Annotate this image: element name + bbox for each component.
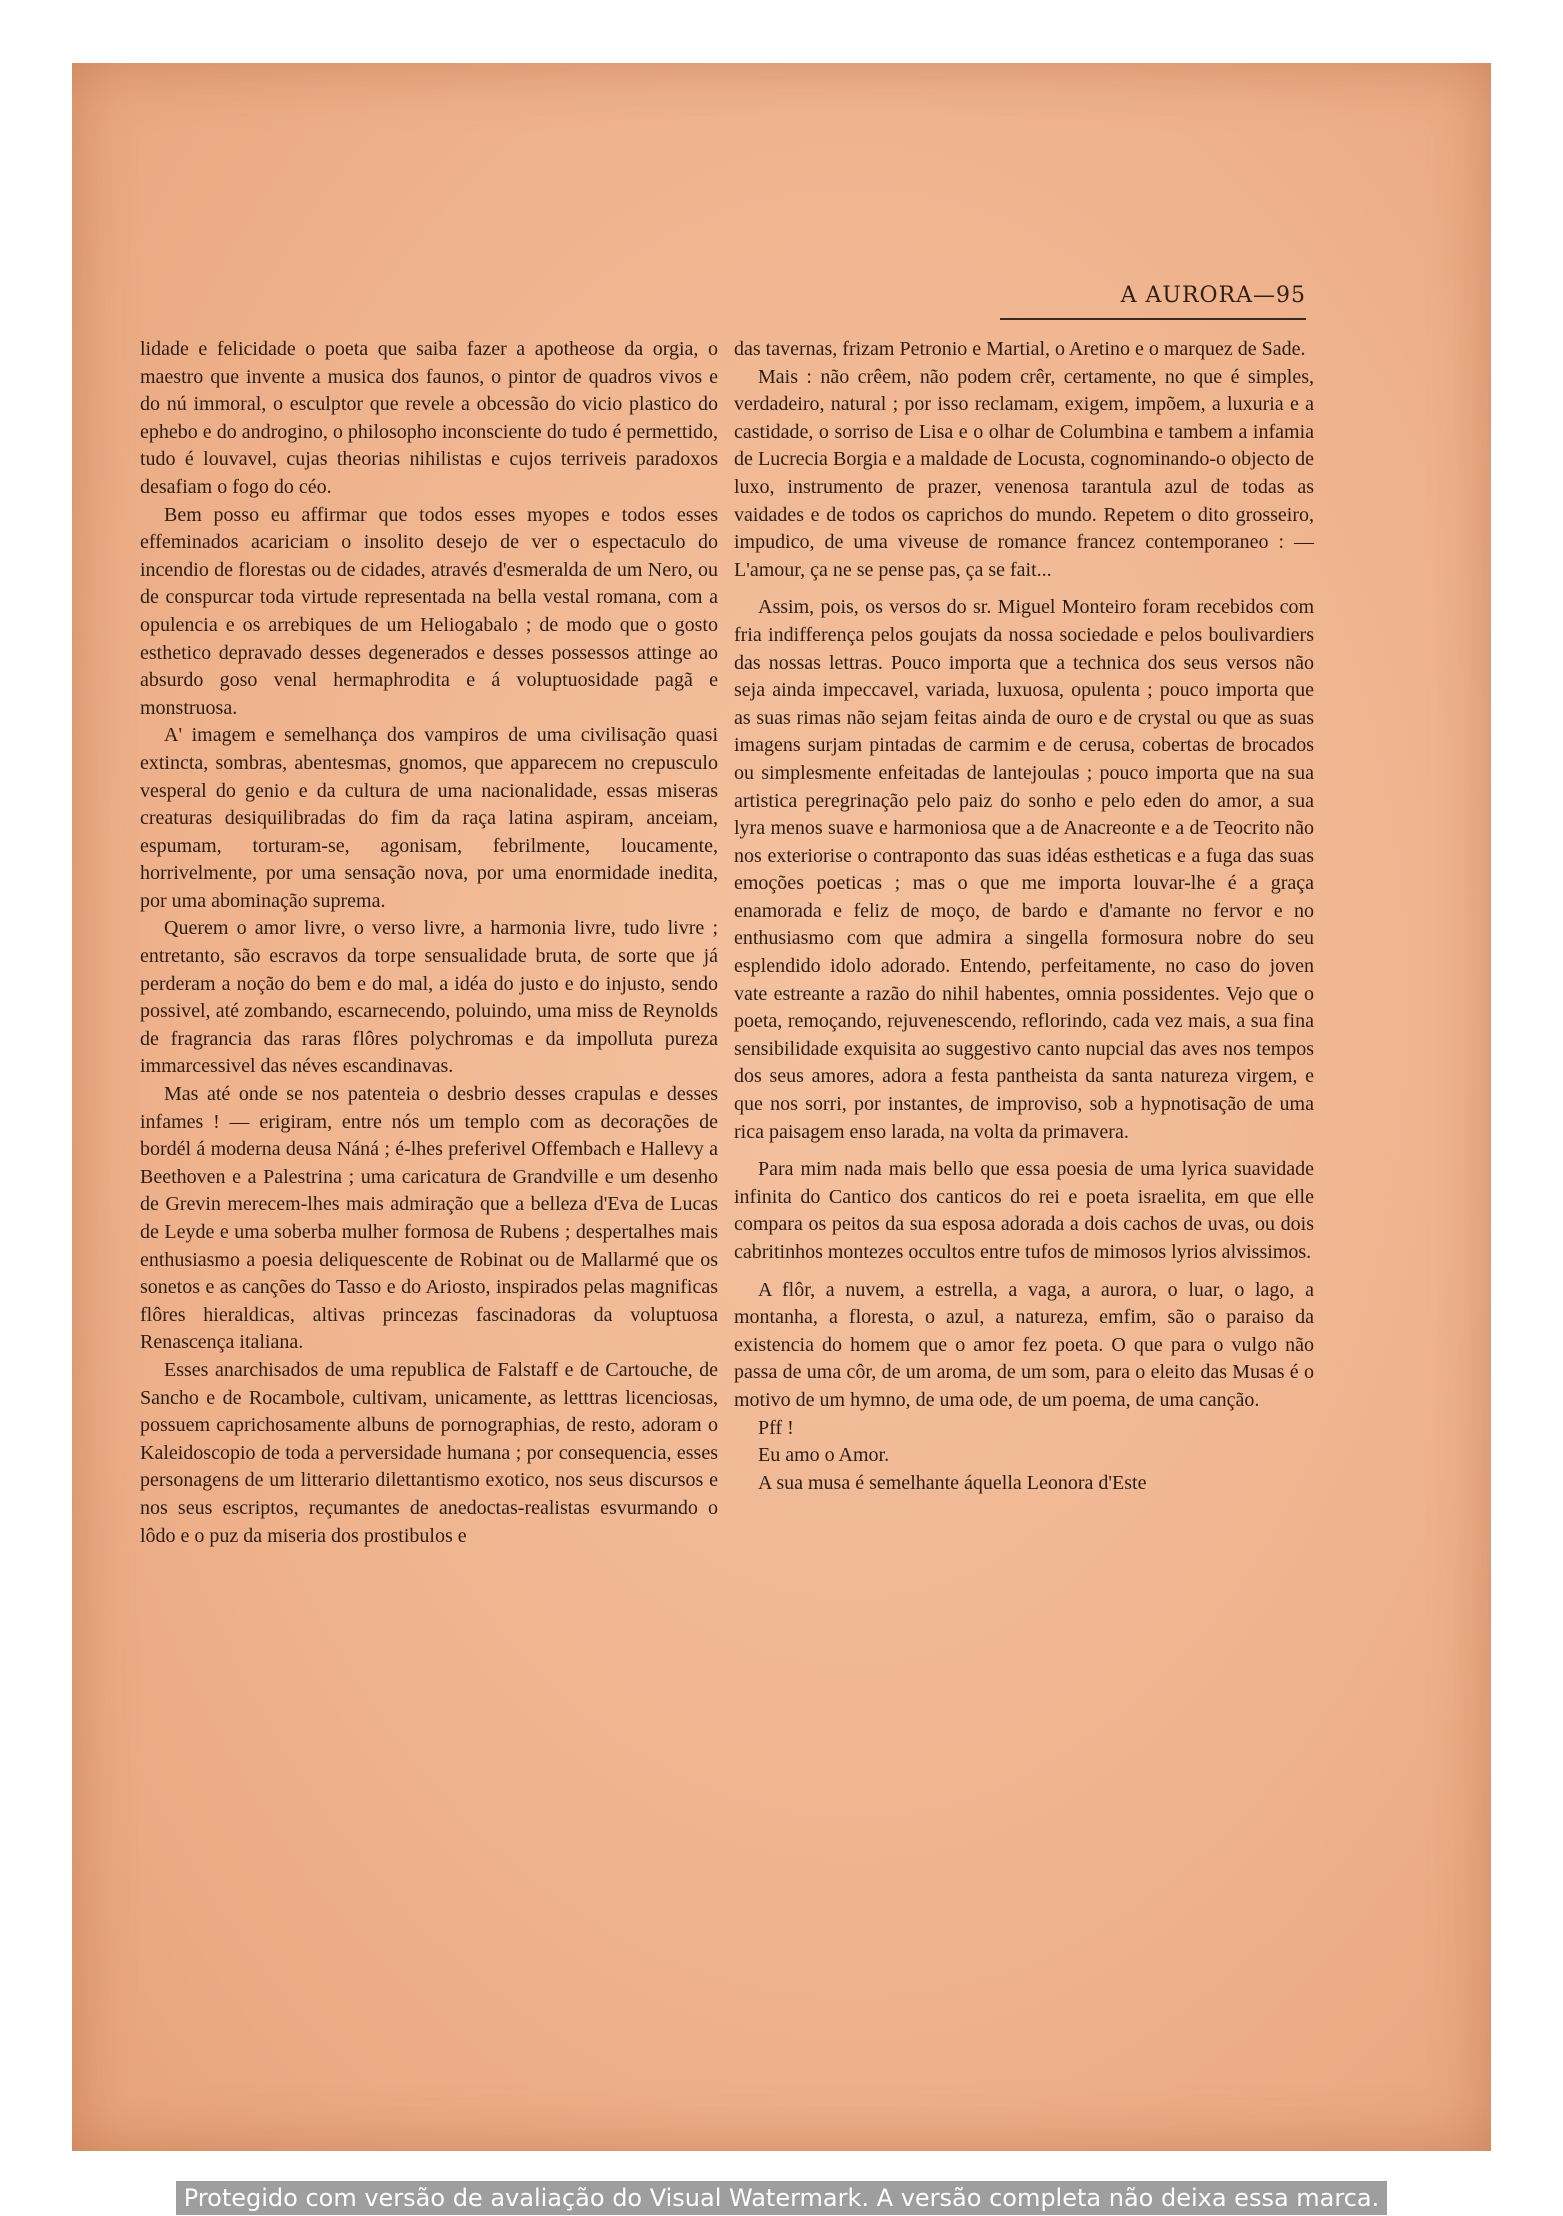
watermark-banner: [0, 2180, 1563, 2216]
paragraph: A' imagem e semelhança dos vampiros de uma civilisação quasi extincta, sombras, abentesmas, gnomos, que apparecem no crepusculo vesperal do genio e da cultura de uma nacionalidade, essas miseras creaturas desiquilibradas do fim da raça latina aspiram, anceiam, espumam, torturam-se, agonisam, febrilmente, loucamente, horrivelmente, por uma sensação nova, por uma enormidade inedita, por uma abominação suprema.: [140, 724, 718, 912]
paragraph: Mais : não crêem, não podem crêr, certamente, no que é simples, verdadeiro, natural ; por isso reclamam, exigem, impõem, a luxuria e a castidade, o sorriso de Lisa e o olhar de Columbina e tambem a infamia de Lucrecia Borgia e a maldade de Locusta, cognominando-o objecto de luxo, instrumento de prazer, venenosa tarantula azul de todas as vaidades e de todos os caprichos do mundo. Repetem o dito grosseiro, impudico, de uma viveuse de romance francez contemporaneo : — L'amour, ça ne se pense pas, ça se fait...: [734, 365, 1314, 581]
header-rule: [1000, 318, 1306, 320]
paragraph: A sua musa é semelhante áquella Leonora d'Este: [758, 1471, 1147, 1494]
right-column: [734, 336, 1314, 1497]
paragraph: Pff !: [758, 1416, 794, 1439]
paragraph: Para mim nada mais bello que essa poesia de uma lyrica suavidade infinita do Cantico dos canticos do rei e poeta israelita, em que elle compara os peitos da sua esposa adorada a dois cachos de uvas, ou dois cabritinhos montezes occultos entre tufos de mimosos lyrios alvissimos.: [734, 1158, 1314, 1263]
watermark-text: Protegido com versão de avaliação do Visual Watermark. A versão completa não deixa essa marca.: [176, 2181, 1388, 2215]
page-header: A AURORA—95: [1120, 283, 1306, 308]
paragraph: Esses anarchisados de uma republica de Falstaff e de Cartouche, de Sancho e de Rocambole, cultivam, unicamente, as letttras licenciosas, possuem caprichosamente albuns de pornographias, de resto, adoram o Kaleidoscopio de toda a perversidade humana ; por consequencia, esses personagens de um litterario dilettantismo exotico, nos seus discursos e nos seus escriptos, reçumantes de anedoctas-realistas esvurmando o lôdo e o puz da miseria dos prostibulos e: [140, 1358, 718, 1547]
left-column: [140, 336, 718, 1550]
paragraph: Mas até onde se nos patenteia o desbrio desses crapulas e desses infames ! — erigiram, entre nós um templo com as decorações de bordél á moderna deusa Náná ; é-lhes preferivel Offembach e Hallevy a Beethoven e a Palestrina ; uma caricatura de Grandville e um desenho de Grevin merecem-lhes mais admiração que a belleza d'Eva de Lucas de Leyde e uma soberba mulher formosa de Rubens ; despertalhes mais enthusiasmo a poesia deliquescente de Robinat ou de Mallarmé que os sonetos e as canções do Tasso e do Ariosto, inspirados pelas magnificas flôres hieraldicas, altivas princezas fascinadoras da voluptuosa Renascença italiana.: [140, 1083, 718, 1354]
paragraph: lidade e felicidade o poeta que saiba fazer a apotheose da orgia, o maestro que invente a musica dos faunos, o pintor de quadros vivos e do nú immoral, o esculptor que revele a obcessão do vicio plastico do ephebo e do androgino, o philosopho inconsciente do tudo é permettido, tudo é louvavel, cujas theorias nihilistas e cujos terriveis paradoxos desafiam o fogo do céo.: [140, 338, 718, 498]
paragraph: Bem posso eu affirmar que todos esses myopes e todos esses effeminados acariciam o insolito desejo de ver o espectaculo do incendio de florestas ou de cidades, através d'esmeralda de um Nero, ou de conspurcar toda virtude representada na bella vestal romana, com a opulencia e os arrebiques de um Heliogabalo ; de modo que o gosto esthetico depravado desses degenerados e desses possessos attinge ao absurdo goso venal hermaphrodita e á voluptuosidade pagã e monstruosa.: [140, 503, 718, 719]
paragraph: A flôr, a nuvem, a estrella, a vaga, a aurora, o luar, o lago, a montanha, a floresta, o azul, a natureza, emfim, são o paraiso da existencia do homem que o amor fez poeta. O que para o vulgo não passa de uma côr, de um aroma, de um som, para o eleito das Musas é o motivo de um hymno, de uma ode, de um poema, de uma canção.: [734, 1278, 1314, 1411]
paragraph: Querem o amor livre, o verso livre, a harmonia livre, tudo livre ; entretanto, são escravos da torpe sensualidade bruta, de sorte que já perderam a noção do bem e do mal, a idéa do justo e do injusto, sendo possivel, até zombando, escarnecendo, poluindo, uma miss de Reynolds de fragrancia das raras flôres polychromas e da impolluta pureza immarcessivel das néves escandinavas.: [140, 917, 718, 1078]
paragraph: Eu amo o Amor.: [758, 1444, 890, 1467]
paragraph: Assim, pois, os versos do sr. Miguel Monteiro foram recebidos com fria indifferença pelos goujats da nossa sociedade e pelos boulivardiers das nossas lettras. Pouco importa que a technica dos seus versos não seja ainda impeccavel, variada, luxuosa, opulenta ; pouco importa que as suas rimas não sejam feitas ainda de ouro e de crystal ou que as suas imagens surjam pintadas de carmim e de cerusa, cobertas de brocados ou simplesmente enfeitadas de lantejoulas ; pouco importa que na sua artistica peregrinação pelo paiz do sonho e pelo eden do amor, a sua lyra menos suave e harmoniosa que a de Anacreonte e a de Teocrito não nos exteriorise o contraponto das suas idéas estheticas e a fuga das suas emoções poeticas ; mas o que me importa louvar-lhe é a graça enamorada e feliz de moço, de bardo e d'amante no fervor e no enthusiasmo com que admira a singella formosura nobre do seu esplendido idolo adorado. Entendo, perfeitamente, no caso do joven vate estreante a razão do nihil habentes, omnia possidentes. Vejo que o poeta, remoçando, rejuvenescendo, reflorindo, cada vez mais, a sua fina sensibilidade exquisita ao suggestivo canto nupcial das aves nos tempos dos seus amores, adora a festa pantheista da santa natureza virgem, e que nos sorri, por instantes, de improviso, sob a hypnotisação de uma rica paisagem enso larada, na volta da primavera.: [734, 596, 1314, 1143]
paragraph: das tavernas, frizam Petronio e Martial, o Aretino e o marquez de Sade.: [734, 338, 1306, 360]
